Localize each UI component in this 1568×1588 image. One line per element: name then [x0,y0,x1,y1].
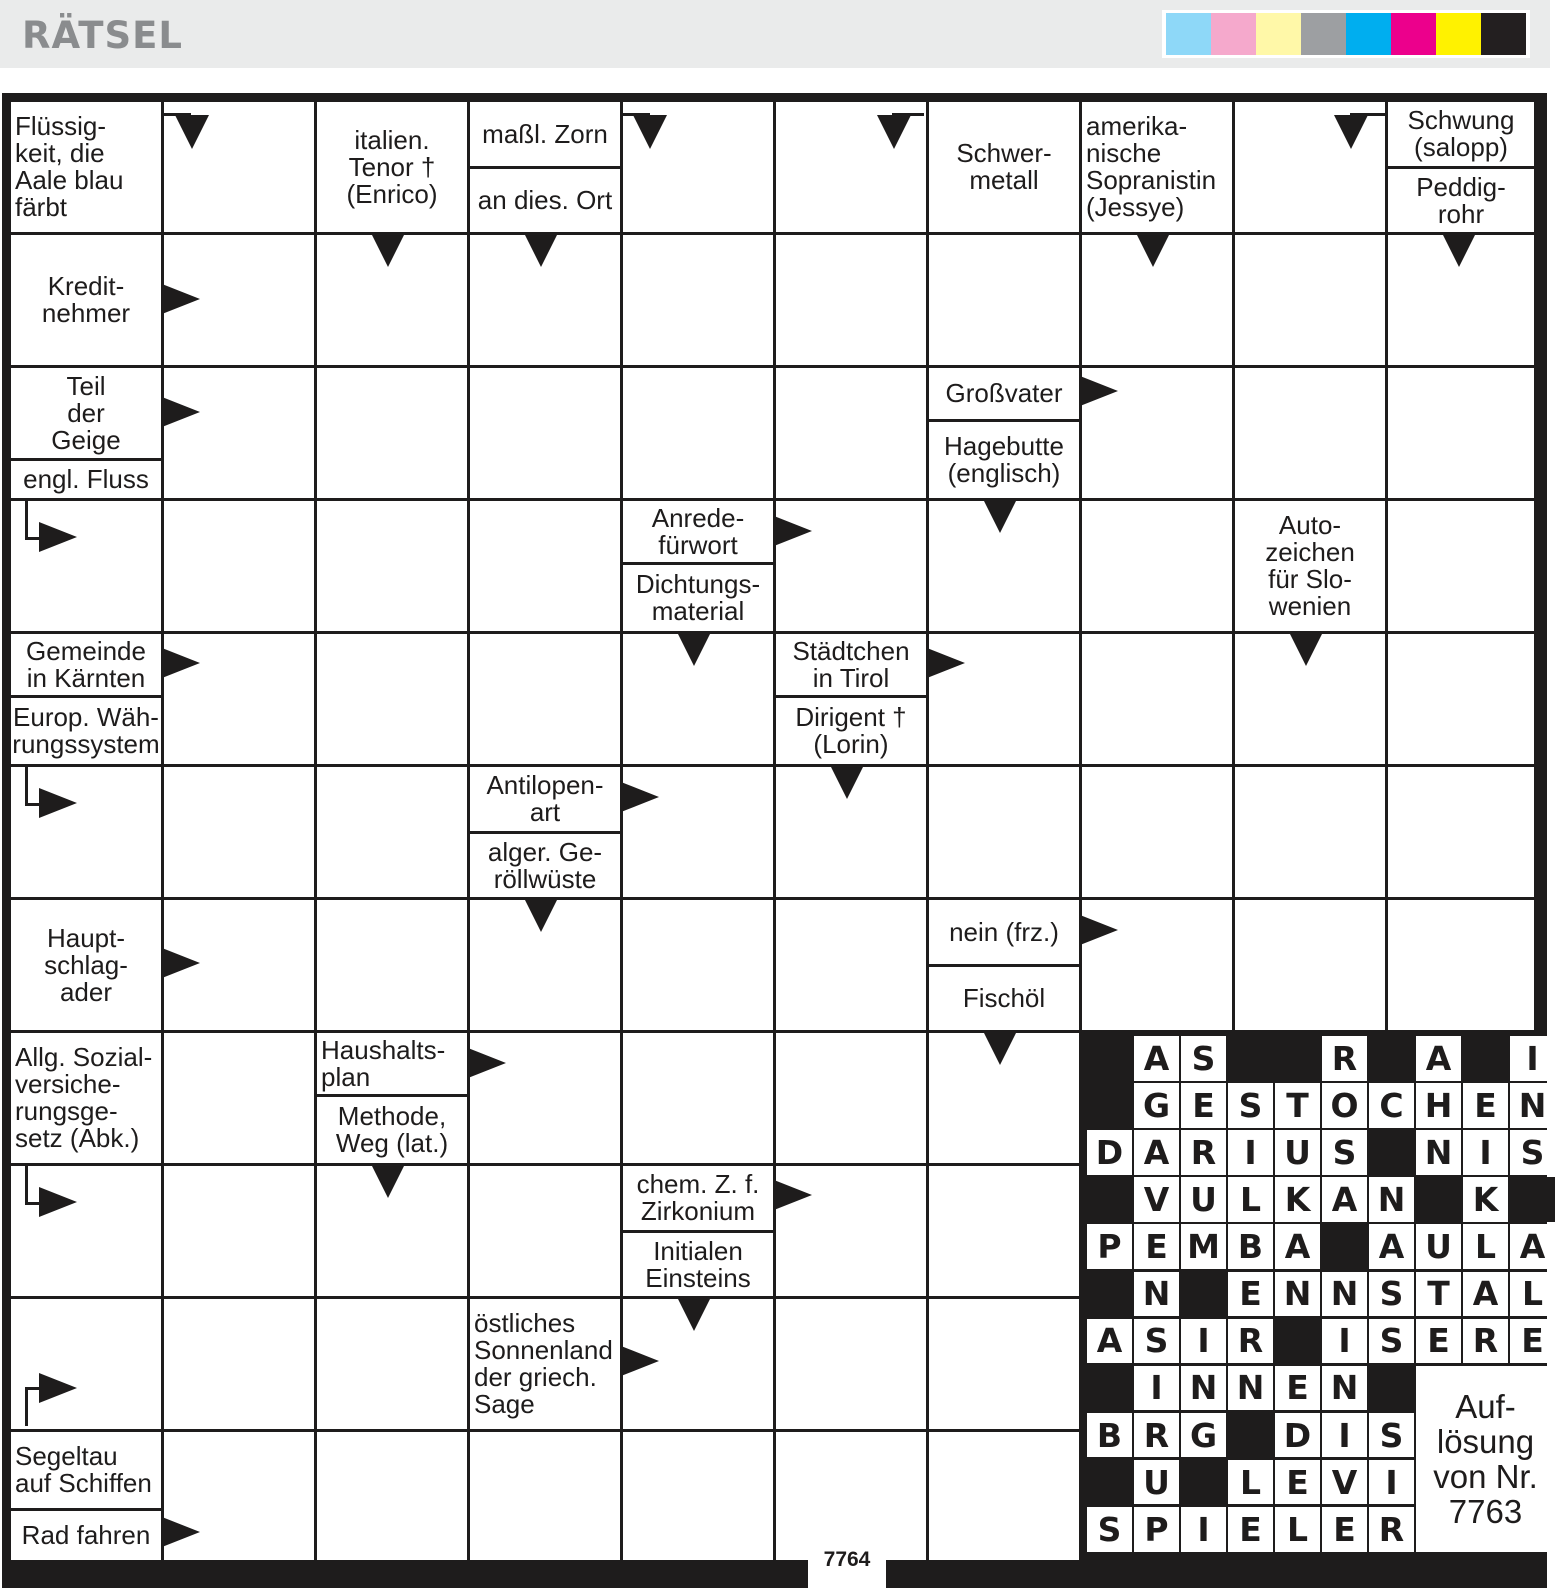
clue-text: italien. Tenor † (Enrico) [346,124,438,209]
solution-panel [1082,1033,1547,1588]
answer-cell[interactable] [1388,900,1534,1030]
solution-block [1416,1177,1461,1222]
arrow-down-icon [1136,233,1170,267]
header-bar [0,0,1550,68]
answer-cell[interactable] [164,767,314,897]
solution-block [1087,1272,1132,1317]
solution-letter: A [1416,1036,1461,1081]
clue-cell [929,967,1079,1030]
clue-cell [470,102,620,166]
arrow-right-icon [162,1517,200,1547]
answer-cell[interactable] [1082,501,1232,631]
solution-letter: B [1228,1224,1273,1269]
arrow-right-icon [774,1180,812,1210]
solution-letter: K [1275,1177,1320,1222]
clue-cell [623,1166,773,1230]
clue-text: Haushalts- plan [321,1034,446,1092]
arrow-right-icon [162,948,200,978]
answer-cell[interactable] [317,767,467,897]
solution-block [1087,1460,1132,1505]
page-title: RÄTSEL [22,14,183,57]
arrow-down-icon [371,1164,405,1198]
clue-cell [1388,169,1534,232]
clue-cell [470,1299,620,1429]
answer-cell[interactable] [164,1033,314,1163]
solution-block [1228,1036,1273,1081]
solution-letter: E [1322,1507,1367,1552]
answer-cell[interactable] [623,1432,773,1560]
solution-letter: N [1181,1366,1226,1411]
solution-letter: N [1134,1272,1179,1317]
arrow-right-icon [621,1346,659,1376]
puzzle-number: 7764 [808,1548,886,1588]
answer-cell[interactable] [317,368,467,498]
solution-block [1369,1036,1414,1081]
clue-cell [11,1432,161,1508]
answer-cell[interactable] [1388,767,1534,897]
answer-cell[interactable] [929,235,1079,365]
solution-block [1228,1413,1273,1458]
solution-letter: L [1275,1507,1320,1552]
solution-letter: L [1228,1177,1273,1222]
solution-letter: L [1463,1224,1508,1269]
clue-cell [317,102,467,232]
arrow-down-icon [1442,233,1476,267]
answer-cell[interactable] [1235,235,1385,365]
clue-cell [929,102,1079,232]
color-swatch [1391,13,1436,55]
clue-cell [11,461,161,498]
arrow-right-icon [927,648,965,678]
clue-cell [1082,102,1232,232]
solution-letter: A [1369,1224,1414,1269]
answer-cell[interactable] [1388,368,1534,498]
solution-letter: N [1369,1177,1414,1222]
arrow-down-icon [677,1297,711,1331]
answer-cell[interactable] [164,501,314,631]
arrow-right-icon [1080,376,1118,406]
answer-cell[interactable] [164,368,314,498]
solution-letter: I [1181,1507,1226,1552]
clue-cell [11,634,161,695]
solution-letter: E [1228,1272,1273,1317]
solution-letter: A [1087,1319,1132,1364]
answer-cell[interactable] [1388,634,1534,764]
color-swatch [1256,13,1301,55]
answer-cell[interactable] [470,634,620,764]
answer-cell[interactable] [470,501,620,631]
solution-letter: R [1228,1319,1273,1364]
solution-letter: S [1510,1130,1555,1175]
solution-letter: U [1181,1177,1226,1222]
arrow-right-icon [39,1373,77,1403]
solution-letter: S [1369,1272,1414,1317]
clue-cell [470,767,620,831]
clue-cell [929,368,1079,419]
solution-letter: S [1228,1083,1273,1128]
solution-letter: U [1275,1130,1320,1175]
answer-cell[interactable] [470,1432,620,1560]
solution-letter: S [1322,1130,1367,1175]
solution-letter: B [1087,1413,1132,1458]
solution-block [1275,1319,1320,1364]
clue-text: Allg. Sozial- versiche- rungsge- setz (Abk.) [15,1042,153,1153]
clue-text: maßl. Zorn [482,118,608,149]
clue-text: Rad fahren [21,1520,151,1550]
solution-letter: I [1369,1460,1414,1505]
answer-cell[interactable] [1235,900,1385,1030]
clue-text: Peddig- rohr [1416,171,1506,229]
solution-letter: P [1134,1507,1179,1552]
solution-letter: N [1322,1366,1367,1411]
solution-letter: N [1510,1083,1555,1128]
solution-letter: M [1181,1224,1226,1269]
arrow-right-icon [39,522,77,552]
clue-text: Anrede- fürwort [651,502,745,560]
solution-block [1181,1460,1226,1505]
solution-block [1087,1083,1132,1128]
solution-letter: E [1181,1083,1226,1128]
solution-note-text: Auf- lösung von Nr. 7763 [1433,1387,1538,1530]
solution-letter: E [1510,1319,1555,1364]
clue-text: Städtchen in Tirol [792,635,910,693]
solution-note [1416,1366,1555,1552]
clue-cell [11,698,161,764]
solution-letter: S [1087,1507,1132,1552]
solution-block [1369,1366,1414,1411]
answer-cell[interactable] [929,1166,1079,1296]
solution-letter: R [1181,1130,1226,1175]
clue-cell [317,1097,467,1163]
clue-text: Fischöl [962,983,1046,1013]
solution-block [1181,1272,1226,1317]
clue-text: Auto- zeichen für Slo- wenien [1265,510,1355,621]
arrow-right-icon [468,1048,506,1078]
arrow-down-icon [830,765,864,799]
solution-letter: L [1510,1272,1555,1317]
solution-letter: E [1416,1319,1461,1364]
solution-letter: E [1463,1083,1508,1128]
clue-text: an dies. Ort [477,185,613,215]
solution-letter: S [1369,1319,1414,1364]
solution-letter: E [1228,1507,1273,1552]
answer-cell[interactable] [1082,767,1232,897]
solution-letter: R [1322,1036,1367,1081]
clue-text: Dichtungs- material [635,569,761,626]
clue-cell [776,634,926,695]
arrow-down-icon [983,1031,1017,1065]
answer-cell[interactable] [776,900,926,1030]
clue-text: Kredit- nehmer [41,271,131,328]
arrow-right-icon [162,648,200,678]
solution-letter: S [1181,1036,1226,1081]
clue-cell [11,1033,161,1163]
answer-cell[interactable] [623,235,773,365]
answer-cell[interactable] [164,1299,314,1429]
answer-cell[interactable] [623,368,773,498]
solution-letter: N [1416,1130,1461,1175]
solution-letter: E [1134,1224,1179,1269]
clue-cell [317,1033,467,1094]
clue-text: engl. Fluss [23,464,149,494]
answer-cell[interactable] [929,767,1079,897]
clue-text: Schwer- metall [956,138,1052,195]
color-calibration-bar [1162,10,1530,58]
solution-block [1087,1366,1132,1411]
clue-text: Initialen Einsteins [645,1235,751,1293]
solution-letter: A [1510,1224,1555,1269]
answer-cell[interactable] [317,501,467,631]
answer-cell[interactable] [776,1299,926,1429]
answer-cell[interactable] [776,1033,926,1163]
solution-letter: S [1369,1413,1414,1458]
solution-letter: V [1134,1177,1179,1222]
solution-letter: R [1134,1413,1179,1458]
arrow-down-icon [677,632,711,666]
answer-cell[interactable] [776,235,926,365]
solution-letter: L [1228,1460,1273,1505]
solution-block [1322,1224,1367,1269]
arrow-down-icon [877,115,911,149]
arrow-down-icon [371,233,405,267]
solution-letter: S [1134,1319,1179,1364]
solution-letter: I [1510,1036,1555,1081]
answer-cell[interactable] [623,900,773,1030]
clue-cell [623,565,773,631]
solution-letter: A [1463,1272,1508,1317]
solution-letter: D [1275,1413,1320,1458]
arrow-right-icon [39,1187,77,1217]
solution-letter: N [1275,1272,1320,1317]
clue-text: Gemeinde in Kärnten [26,635,146,693]
solution-letter: P [1087,1224,1132,1269]
solution-block [1087,1036,1132,1081]
answer-cell[interactable] [317,900,467,1030]
answer-cell[interactable] [470,1166,620,1296]
solution-letter: K [1463,1177,1508,1222]
solution-letter: I [1322,1319,1367,1364]
clue-cell [929,900,1079,964]
solution-letter: I [1181,1319,1226,1364]
solution-letter: T [1275,1083,1320,1128]
answer-cell[interactable] [164,1166,314,1296]
color-swatch [1346,13,1391,55]
solution-letter: V [1322,1460,1367,1505]
color-swatch [1481,13,1526,55]
solution-letter: A [1322,1177,1367,1222]
solution-letter: A [1134,1036,1179,1081]
clue-cell [11,900,161,1030]
solution-letter: I [1134,1366,1179,1411]
answer-cell[interactable] [929,1299,1079,1429]
answer-cell[interactable] [317,1299,467,1429]
color-swatch [1436,13,1481,55]
solution-block [1087,1177,1132,1222]
solution-letter: I [1322,1413,1367,1458]
solution-letter: D [1087,1130,1132,1175]
clue-cell [11,1511,161,1560]
clue-cell [623,1233,773,1296]
clue-cell [11,368,161,458]
solution-letter: E [1275,1366,1320,1411]
clue-text: Methode, Weg (lat.) [335,1101,449,1158]
clue-text: Dirigent † (Lorin) [795,702,907,759]
arrow-down-icon [524,233,558,267]
answer-cell[interactable] [1388,501,1534,631]
solution-letter: R [1369,1507,1414,1552]
clue-cell [11,235,161,365]
answer-cell[interactable] [1235,368,1385,498]
solution-letter: R [1463,1319,1508,1364]
solution-letter: U [1416,1224,1461,1269]
solution-block [1369,1130,1414,1175]
clue-cell [470,834,620,897]
crossword-grid [2,93,1547,1588]
solution-letter: C [1369,1083,1414,1128]
clue-cell [1235,501,1385,631]
clue-text: Segeltau auf Schiffen [15,1441,152,1498]
arrow-down-icon [983,499,1017,533]
clue-text: östliches Sonnenland der griech. Sage [474,1308,613,1419]
solution-letter: G [1181,1413,1226,1458]
arrow-down-icon [1289,632,1323,666]
clue-text: Haupt- schlag- ader [44,922,128,1007]
clue-text: Europ. Wäh- rungssystem [12,702,160,759]
answer-cell[interactable] [470,368,620,498]
clue-cell [11,102,161,232]
clue-text: Schwung (salopp) [1407,105,1515,162]
clue-text: alger. Ge- röllwüste [487,836,603,894]
answer-cell[interactable] [317,634,467,764]
arrow-down-icon [633,115,667,149]
clue-text: chem. Z. f. Zirkonium [636,1169,760,1226]
arrow-right-icon [162,397,200,427]
arrow-down-icon [175,115,209,149]
solution-letter: I [1228,1130,1273,1175]
clue-cell [776,698,926,764]
solution-letter: A [1134,1130,1179,1175]
clue-cell [1388,102,1534,166]
solution-letter: A [1275,1224,1320,1269]
answer-cell[interactable] [776,1432,926,1560]
clue-cell [929,422,1079,498]
solution-letter: O [1322,1083,1367,1128]
arrow-right-icon [162,284,200,314]
arrow-right-icon [1080,915,1118,945]
color-swatch [1211,13,1256,55]
arrow-right-icon [621,782,659,812]
clue-text: Flüssig- keit, die Aale blau färbt [15,111,124,222]
answer-cell[interactable] [623,1033,773,1163]
answer-cell[interactable] [929,1432,1079,1560]
solution-letter: G [1134,1083,1179,1128]
solution-letter: T [1416,1272,1461,1317]
answer-cell[interactable] [1235,767,1385,897]
clue-text: Teil der Geige [51,370,121,455]
answer-cell[interactable] [1082,634,1232,764]
solution-letter: E [1275,1460,1320,1505]
solution-letter: H [1416,1083,1461,1128]
solution-letter: I [1463,1130,1508,1175]
solution-block [1510,1177,1555,1222]
clue-cell [470,169,620,232]
arrow-down-icon [524,898,558,932]
clue-cell [623,501,773,562]
color-swatch [1166,13,1211,55]
solution-block [1275,1036,1320,1081]
clue-text: Hagebutte (englisch) [944,431,1064,488]
answer-cell[interactable] [776,368,926,498]
clue-text: Antilopen- art [486,770,604,827]
answer-cell[interactable] [317,1432,467,1560]
solution-letter: N [1322,1272,1367,1317]
clue-text: Großvater [945,378,1063,408]
color-swatch [1301,13,1346,55]
solution-letter: N [1228,1366,1273,1411]
clue-text: nein (frz.) [949,916,1059,947]
arrow-down-icon [1334,115,1368,149]
arrow-right-icon [774,516,812,546]
clue-text: amerika- nische Sopranistin (Jessye) [1086,111,1217,222]
solution-letter: U [1134,1460,1179,1505]
solution-block [1463,1036,1508,1081]
arrow-right-icon [39,788,77,818]
